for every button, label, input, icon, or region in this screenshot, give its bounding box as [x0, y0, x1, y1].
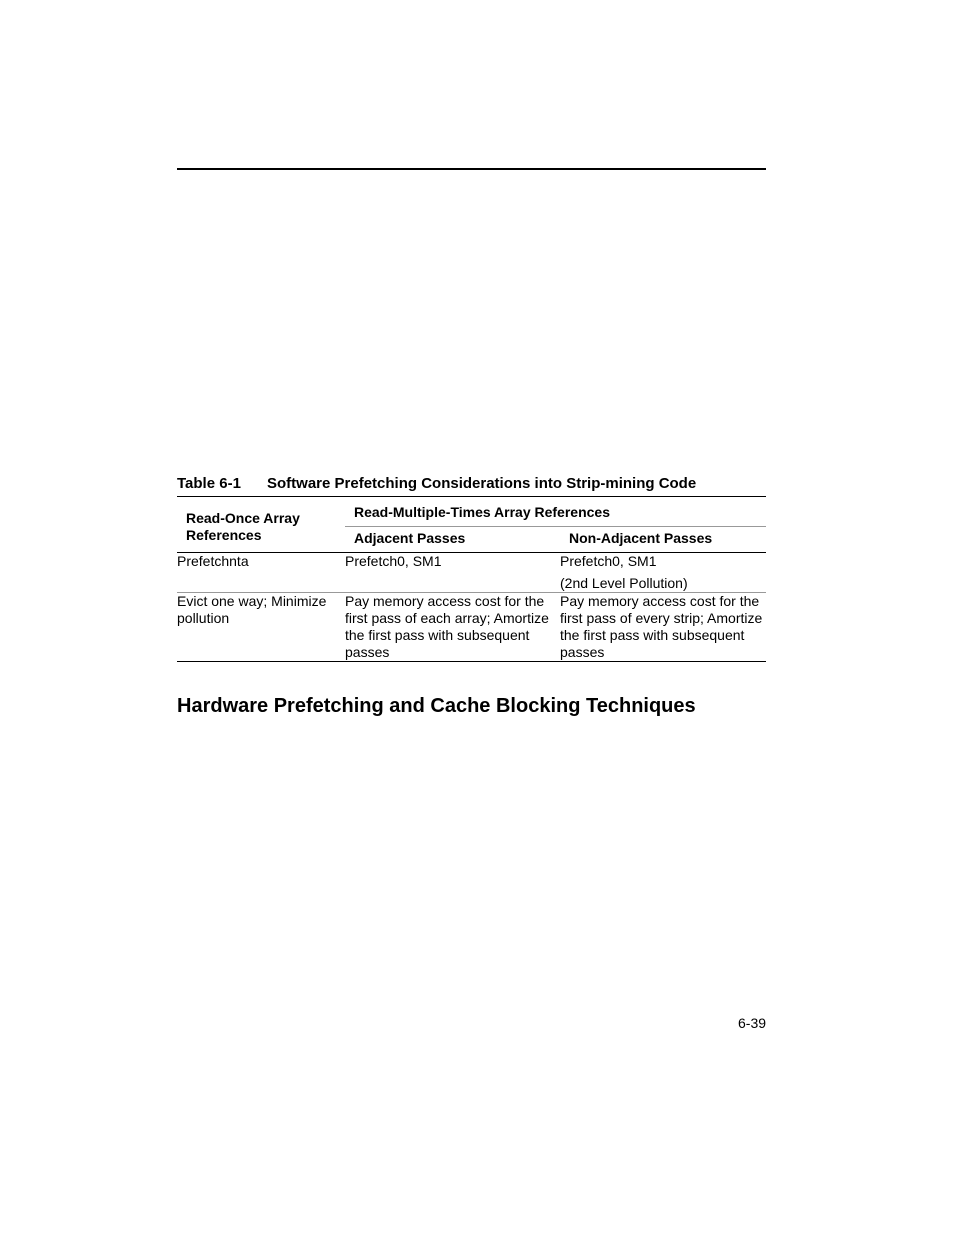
cell-read-once: Prefetchnta — [177, 553, 345, 593]
header-read-once: Read-Once Array References — [177, 497, 345, 553]
cell-non-adjacent-note: (2nd Level Pollution) — [560, 575, 688, 591]
cell-adjacent: Prefetch0, SM1 — [345, 553, 560, 593]
cell-non-adjacent-value: Prefetch0, SM1 — [560, 553, 657, 569]
cell-adjacent: Pay memory access cost for the first pass of each array; Amortize the first pass with subsequent passes — [345, 593, 560, 662]
table-title: Software Prefetching Considerations into Strip-mining Code — [267, 475, 697, 492]
table-row — [177, 553, 766, 593]
cell-non-adjacent — [560, 553, 766, 593]
table-row — [177, 593, 766, 662]
cell-read-once: Evict one way; Minimize pollution — [177, 593, 345, 662]
header-rule — [177, 168, 766, 170]
table-header-row — [177, 497, 766, 527]
table-number: Table 6-1 — [177, 475, 241, 492]
page-number: 6-39 — [738, 1015, 767, 1031]
header-non-adjacent: Non-Adjacent Passes — [560, 527, 766, 553]
prefetch-table — [177, 496, 766, 662]
header-adjacent: Adjacent Passes — [345, 527, 560, 553]
cell-non-adjacent: Pay memory access cost for the first pass of every strip; Amortize the first pass with subsequent passes — [560, 593, 766, 662]
section-heading: Hardware Prefetching and Cache Blocking Techniques — [177, 695, 696, 717]
header-read-multiple: Read-Multiple-Times Array References — [345, 497, 766, 527]
table-caption — [177, 475, 766, 492]
